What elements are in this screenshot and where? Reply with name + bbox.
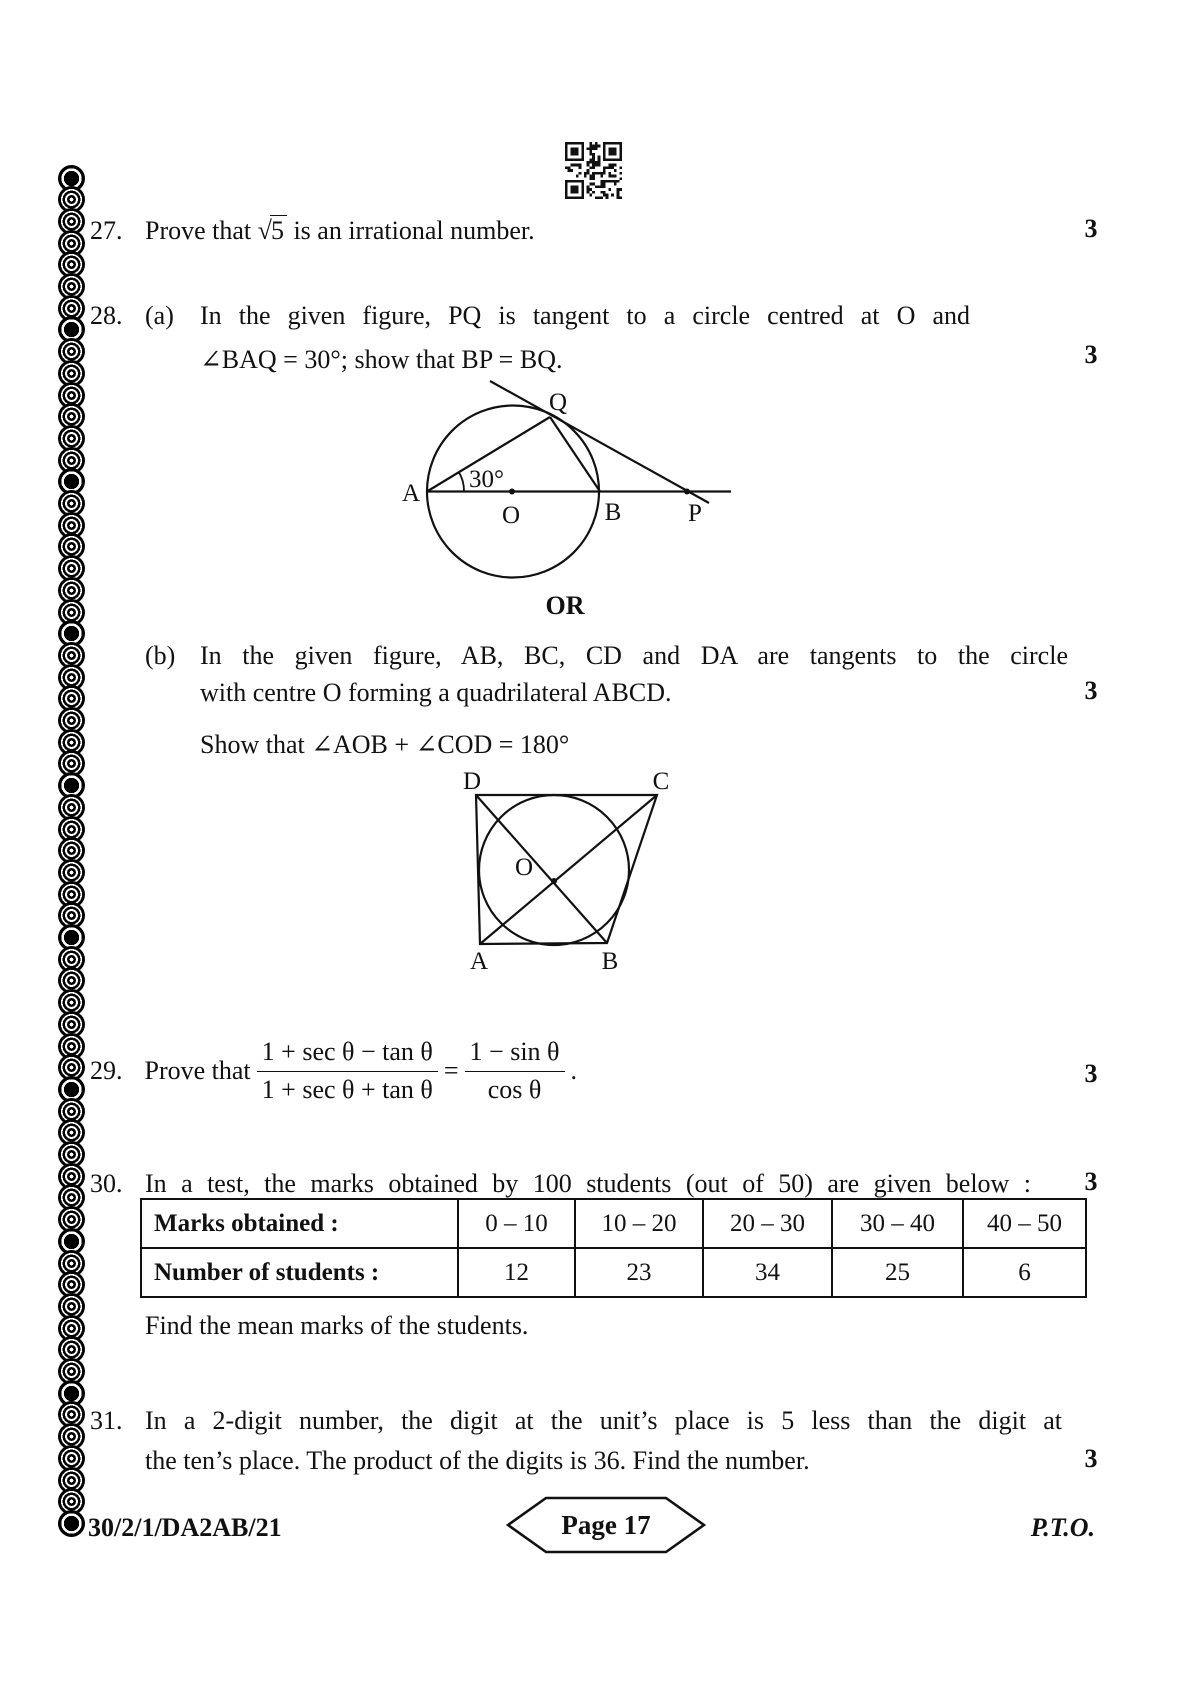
q28a-marks: 3 [1084,340,1098,369]
page-number-label: Page 17 [561,1510,651,1540]
count-cell: 6 [963,1248,1086,1297]
line-ac [480,795,657,944]
q29-frac1-denominator: 1 + sec θ + tan θ [261,1075,433,1104]
q30-number: 30. [90,1169,123,1198]
q30-marks: 3 [1084,1167,1098,1196]
paper-code: 30/2/1/DA2AB/21 [88,1513,282,1542]
incircle-o [479,795,629,945]
q29-fraction-right [465,1036,565,1107]
radical-sign: √ [257,216,272,245]
spiral-binding-strip [0,0,100,1683]
q28b-label: (b) [145,641,176,670]
radicand: 5 [270,215,287,244]
label-c: C [652,768,670,795]
range-cell: 30 – 40 [832,1199,963,1248]
q29-fraction-left [257,1036,438,1107]
q30-outro: Find the mean marks of the students. [145,1311,529,1340]
count-cell: 23 [575,1248,703,1297]
q29-equals: = [443,1055,459,1085]
figure-quadrilateral-circle [430,760,690,975]
label-b: B [604,499,622,526]
q27-text-before: Prove that [145,216,252,245]
q29-frac1-numerator: 1 + sec θ − tan θ [257,1036,438,1073]
q28b-line1: In the given figure, AB, BC, CD and DA are tangents to the circle [200,641,1068,670]
q28a-line1: In the given figure, PQ is tangent to a circle centred at O and [200,301,970,330]
q28b-line3: Show that ∠AOB + ∠COD = 180° [200,730,570,759]
q28a-label: (a) [145,301,174,330]
label-p: P [688,500,702,527]
marks-table [140,1198,1087,1298]
q30-intro: In a test, the marks obtained by 100 students (out of 50) are given below : [145,1169,1031,1198]
range-cell: 10 – 20 [575,1199,703,1248]
q27-marks: 3 [1084,214,1098,243]
sqrt-5 [258,216,287,245]
qr-code [565,142,622,199]
range-cell: 20 – 30 [703,1199,832,1248]
q31-number: 31. [90,1406,123,1435]
count-cell: 25 [832,1248,963,1297]
table-row-students [141,1248,1086,1297]
page-badge [506,1495,706,1555]
count-cell: 12 [458,1248,575,1297]
q27-text [145,215,535,248]
q28-number: 28. [90,301,123,330]
or-separator: OR [545,591,585,620]
label-a: A [401,480,420,507]
q27-text-after: is an irrational number. [293,216,535,245]
q31-line2: the ten’s place. The product of the digits is 36. Find the number. [145,1446,810,1475]
q29-frac2-numerator: 1 − sin θ [465,1036,565,1073]
q31-line1: In a 2-digit number, the digit at the unit’s place is 5 less than the digit at [145,1406,1062,1435]
angle-arc [459,472,465,492]
pto-label: P.T.O. [1030,1513,1095,1542]
table-row-marks [141,1199,1086,1248]
q29-row [90,1035,577,1107]
row1-header: Marks obtained : [141,1199,458,1248]
binding-hole-filled [58,1510,85,1537]
label-o: O [514,854,533,881]
line-db [476,795,607,943]
row2-header: Number of students : [141,1248,458,1297]
q29-period: . [570,1055,577,1085]
q28a-line2: ∠BAQ = 30°; show that BP = BQ. [200,345,563,374]
count-cell: 34 [703,1248,832,1297]
label-o: O [501,502,521,529]
label-b: B [601,948,619,975]
label-d: D [462,768,482,795]
angle-label: 30° [469,466,504,493]
q28b-line2: with centre O forming a quadrilateral ABCD. [200,678,672,707]
q29-marks: 3 [1084,1059,1098,1088]
q31-marks: 3 [1084,1444,1098,1473]
point-o-dot [551,878,557,884]
q29-frac2-denominator: cos θ [487,1075,542,1104]
label-q: Q [548,389,568,416]
point-o-dot [509,489,515,495]
point-p-dot [684,489,690,495]
range-cell: 40 – 50 [963,1199,1086,1248]
figure-tangent-circle [395,368,740,593]
q29-lead: Prove that [144,1055,251,1085]
q28b-marks: 3 [1084,676,1098,705]
q29-number: 29. [90,1055,123,1085]
label-a: A [469,948,489,975]
q27-number: 27. [90,216,123,245]
range-cell: 0 – 10 [458,1199,575,1248]
